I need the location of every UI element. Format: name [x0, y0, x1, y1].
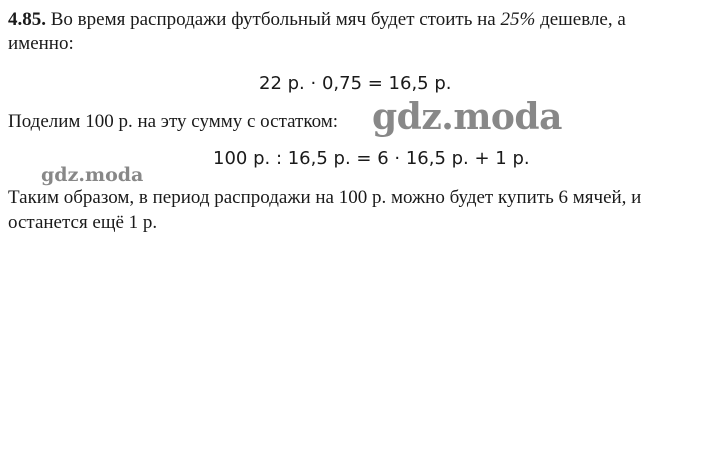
problem-number: 4.85. — [8, 9, 46, 30]
problem-statement-line-2: именно: — [8, 33, 74, 54]
division-intro-text: Поделим 100 р. на эту сумму с остатком: — [8, 111, 339, 132]
sale-price-formula: 22 р. · 0,75 = 16,5 р. — [259, 73, 452, 94]
division-formula: 100 р. : 16,5 р. = 6 · 16,5 р. + 1 р. — [213, 148, 530, 169]
problem-text-end: дешевле, а — [535, 9, 626, 30]
watermark-large: gdz.moda — [372, 96, 562, 138]
problem-statement-line-1 — [8, 8, 626, 32]
problem-text: Во время распродажи футбольный мяч будет стоить на — [46, 9, 501, 30]
conclusion-line-1: Таким образом, в период распродажи на 100 р. можно будет купить 6 мячей, и — [8, 187, 642, 208]
discount-percent: 25% — [500, 9, 536, 30]
watermark-small: gdz.moda — [41, 164, 144, 186]
conclusion-line-2: останется ещё 1 р. — [8, 212, 158, 233]
